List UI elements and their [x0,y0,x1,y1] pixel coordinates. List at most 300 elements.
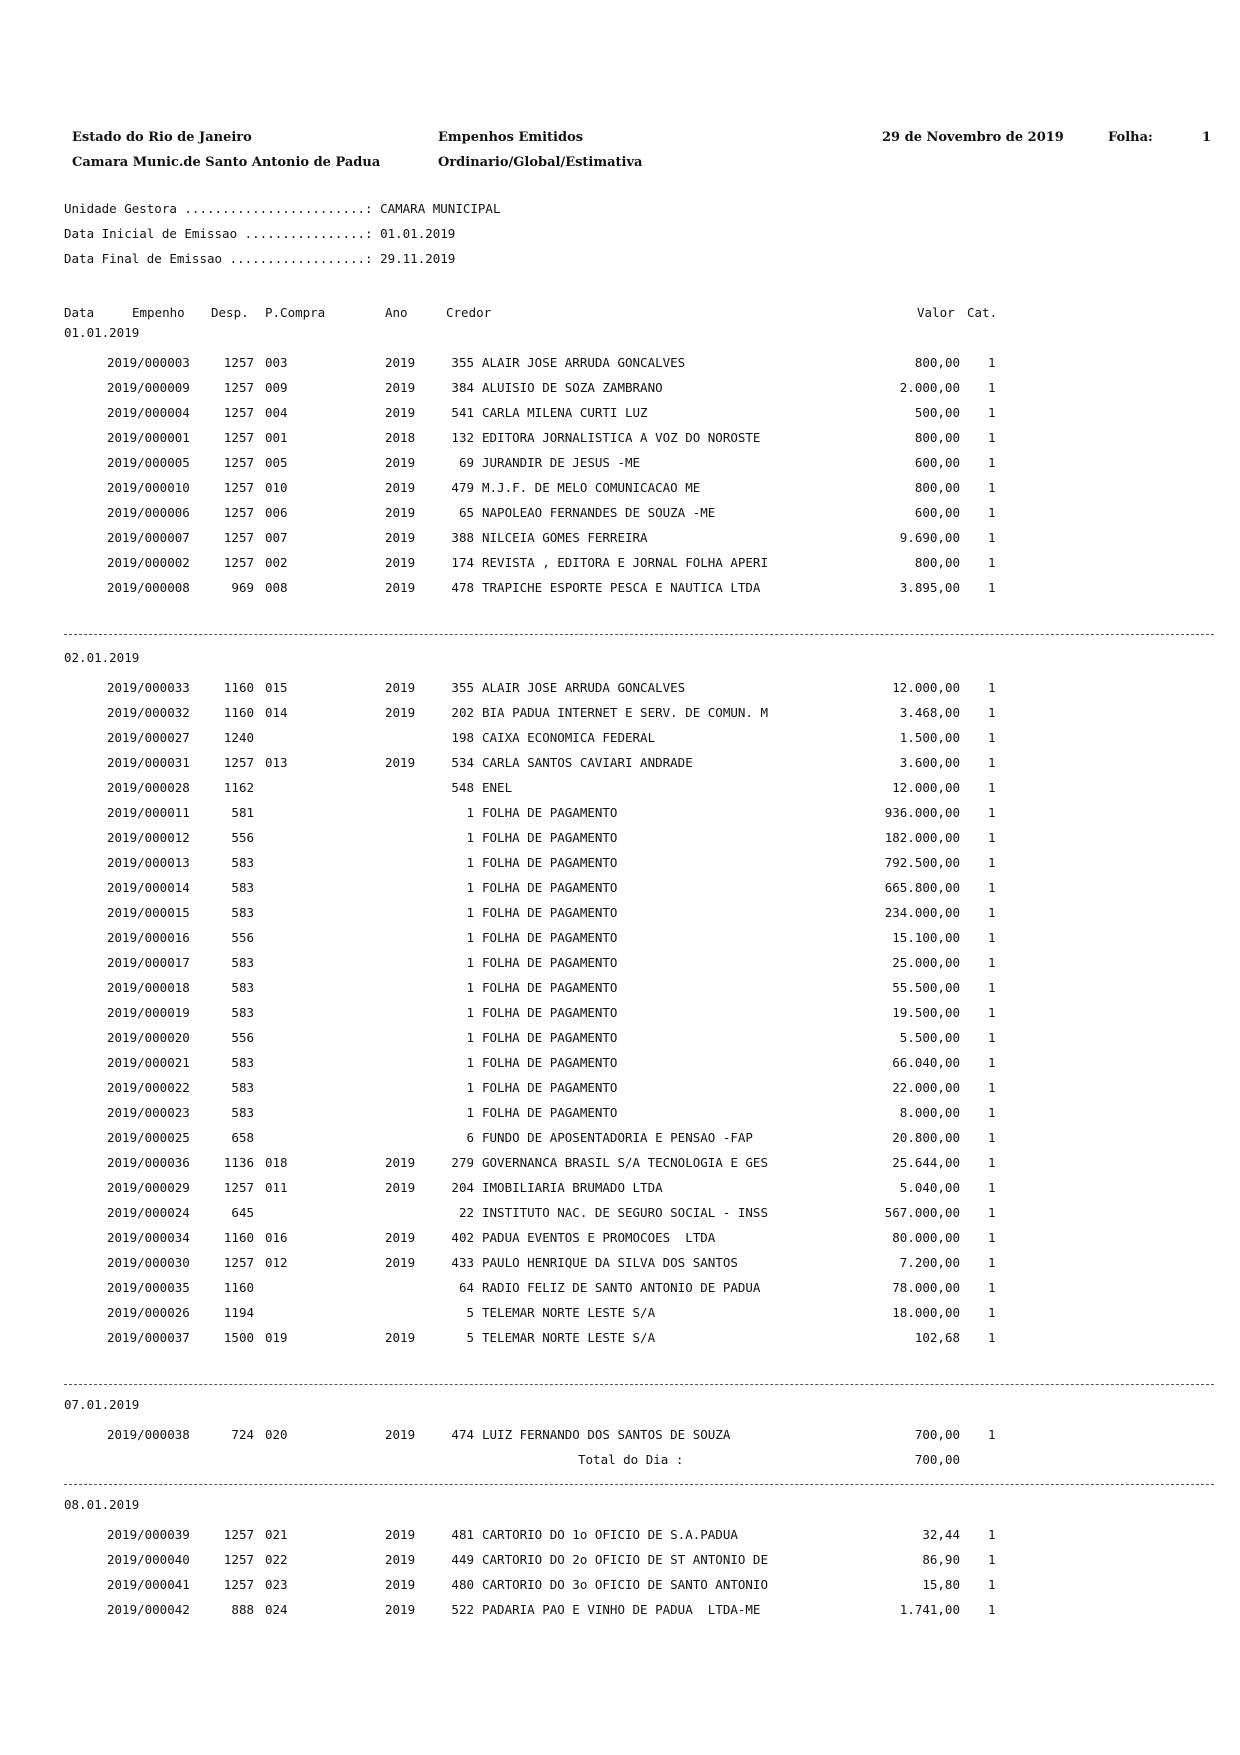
info-unidade-gestora: Unidade Gestora ........................: CAMARA MUNICIPAL [64,201,501,216]
cell-empenho: 2019/000026 [107,1305,190,1320]
cell-valor: 32,44 [922,1527,960,1542]
cell-valor: 3.600,00 [899,755,960,770]
cell-cat: 1 [988,580,996,595]
cell-valor: 3.895,00 [899,580,960,595]
cell-pcompra: 004 [265,405,288,420]
cell-pcompra: 003 [265,355,288,370]
cell-cat: 1 [988,730,996,745]
folha-label: Folha: [1108,130,1153,145]
table-row [0,1200,1240,1225]
cell-empenho: 2019/000041 [107,1577,190,1592]
cell-valor: 2.000,00 [899,380,960,395]
table-row [0,700,1240,725]
cell-pcompra: 022 [265,1552,288,1567]
cell-cat: 1 [988,930,996,945]
cell-empenho: 2019/000023 [107,1105,190,1120]
table-row [0,1597,1240,1622]
cell-ano: 2019 [385,455,416,470]
cell-ano: 2019 [385,1427,416,1442]
cell-pcompra: 023 [265,1577,288,1592]
cell-cat: 1 [988,855,996,870]
cell-desp: 1257 [223,430,254,445]
cell-empenho: 2019/000035 [107,1280,190,1295]
cell-credor-name: EDITORA JORNALISTICA A VOZ DO NOROSTE [482,430,761,445]
cell-valor: 3.468,00 [899,705,960,720]
cell-empenho: 2019/000025 [107,1130,190,1145]
cell-cat: 1 [988,705,996,720]
cell-valor: 182.000,00 [884,830,960,845]
cell-pcompra: 008 [265,580,288,595]
cell-cat: 1 [988,380,996,395]
cell-valor: 102,68 [914,1330,960,1345]
col-pcompra: P.Compra [265,305,326,320]
cell-credor-code: 1 [466,830,474,845]
cell-empenho: 2019/000022 [107,1080,190,1095]
cell-cat: 1 [988,1180,996,1195]
cell-credor-code: 1 [466,1005,474,1020]
cell-credor-name: FOLHA DE PAGAMENTO [482,855,618,870]
cell-credor-code: 388 [451,530,474,545]
cell-credor-name: CARLA MILENA CURTI LUZ [482,405,648,420]
cell-ano: 2019 [385,1255,416,1270]
cell-cat: 1 [988,1577,996,1592]
cell-desp: 1257 [223,1180,254,1195]
cell-credor-code: 64 [458,1280,474,1295]
cell-empenho: 2019/000003 [107,355,190,370]
cell-credor-code: 522 [451,1602,474,1617]
table-row [0,1125,1240,1150]
cell-credor-name: ALAIR JOSE ARRUDA GONCALVES [482,680,686,695]
info-data-final: Data Final de Emissao ..................: 29.11.2019 [64,251,456,266]
cell-desp: 1240 [223,730,254,745]
cell-desp: 1257 [223,1527,254,1542]
cell-credor-name: TRAPICHE ESPORTE PESCA E NAUTICA LTDA [482,580,761,595]
cell-credor-code: 202 [451,705,474,720]
cell-ano: 2019 [385,405,416,420]
cell-pcompra: 020 [265,1427,288,1442]
cell-cat: 1 [988,1130,996,1145]
cell-cat: 1 [988,455,996,470]
cell-cat: 1 [988,1030,996,1045]
cell-valor: 5.040,00 [899,1180,960,1195]
cell-credor-name: ENEL [482,780,513,795]
cell-empenho: 2019/000013 [107,855,190,870]
cell-credor-code: 69 [458,455,474,470]
cell-empenho: 2019/000024 [107,1205,190,1220]
cell-credor-name: GOVERNANCA BRASIL S/A TECNOLOGIA E GES [482,1155,768,1170]
cell-desp: 583 [231,905,254,920]
cell-credor-code: 478 [451,580,474,595]
cell-ano: 2019 [385,755,416,770]
report-date: 29 de Novembro de 2019 [882,130,1064,145]
table-row [0,1175,1240,1200]
cell-credor-name: ALAIR JOSE ARRUDA GONCALVES [482,355,686,370]
cell-cat: 1 [988,880,996,895]
cell-credor-name: CARTORIO DO 1o OFICIO DE S.A.PADUA [482,1527,738,1542]
cell-desp: 1257 [223,530,254,545]
cell-empenho: 2019/000002 [107,555,190,570]
cell-valor: 12.000,00 [892,780,960,795]
cell-pcompra: 009 [265,380,288,395]
cell-credor-name: M.J.F. DE MELO COMUNICACAO ME [482,480,701,495]
cell-desp: 583 [231,955,254,970]
cell-empenho: 2019/000019 [107,1005,190,1020]
cell-empenho: 2019/000011 [107,805,190,820]
folha-number: 1 [1202,130,1212,145]
cell-credor-code: 1 [466,905,474,920]
cell-credor-code: 1 [466,880,474,895]
cell-credor-name: IMOBILIARIA BRUMADO LTDA [482,1180,663,1195]
cell-desp: 581 [231,805,254,820]
report-subtitle: Ordinario/Global/Estimativa [438,155,643,170]
cell-credor-code: 449 [451,1552,474,1567]
table-row [0,975,1240,1000]
cell-pcompra: 002 [265,555,288,570]
cell-valor: 600,00 [914,455,960,470]
col-credor: Credor [446,305,492,320]
cell-cat: 1 [988,1305,996,1320]
cell-credor-name: FOLHA DE PAGAMENTO [482,1105,618,1120]
table-row [0,725,1240,750]
cell-credor-code: 433 [451,1255,474,1270]
table-row [0,775,1240,800]
cell-ano: 2019 [385,1527,416,1542]
cell-ano: 2018 [385,430,416,445]
cell-empenho: 2019/000004 [107,405,190,420]
cell-ano: 2019 [385,355,416,370]
cell-valor: 600,00 [914,505,960,520]
cell-credor-name: PAULO HENRIQUE DA SILVA DOS SANTOS [482,1255,738,1270]
cell-credor-code: 474 [451,1427,474,1442]
cell-cat: 1 [988,680,996,695]
cell-credor-name: PADUA EVENTOS E PROMOCOES LTDA [482,1230,716,1245]
cell-cat: 1 [988,1055,996,1070]
cell-valor: 234.000,00 [884,905,960,920]
table-row [0,900,1240,925]
cell-credor-code: 402 [451,1230,474,1245]
table-row [0,800,1240,825]
cell-cat: 1 [988,530,996,545]
cell-desp: 1257 [223,455,254,470]
table-row [0,675,1240,700]
cell-credor-name: FOLHA DE PAGAMENTO [482,955,618,970]
cell-valor: 18.000,00 [892,1305,960,1320]
cell-empenho: 2019/000027 [107,730,190,745]
cell-credor-code: 1 [466,980,474,995]
cell-credor-name: RADIO FELIZ DE SANTO ANTONIO DE PADUA [482,1280,761,1295]
cell-ano: 2019 [385,1552,416,1567]
cell-valor: 9.690,00 [899,530,960,545]
cell-cat: 1 [988,1527,996,1542]
cell-credor-code: 1 [466,955,474,970]
cell-credor-name: PADARIA PAO E VINHO DE PADUA LTDA-ME [482,1602,761,1617]
cell-credor-code: 22 [458,1205,474,1220]
table-row [0,1075,1240,1100]
cell-pcompra: 006 [265,505,288,520]
cell-credor-code: 1 [466,930,474,945]
cell-cat: 1 [988,430,996,445]
cell-valor: 12.000,00 [892,680,960,695]
cell-pcompra: 024 [265,1602,288,1617]
table-row [0,1547,1240,1572]
cell-valor: 567.000,00 [884,1205,960,1220]
dashed-separator [64,634,1214,635]
cell-desp: 583 [231,880,254,895]
cell-empenho: 2019/000028 [107,780,190,795]
cell-empenho: 2019/000031 [107,755,190,770]
table-row [0,750,1240,775]
cell-credor-name: NAPOLEAO FERNANDES DE SOUZA -ME [482,505,716,520]
table-row [0,400,1240,425]
group-date: 08.01.2019 [64,1497,140,1512]
cell-credor-name: FOLHA DE PAGAMENTO [482,930,618,945]
cell-valor: 86,90 [922,1552,960,1567]
cell-valor: 800,00 [914,430,960,445]
cell-credor-code: 5 [466,1305,474,1320]
cell-empenho: 2019/000015 [107,905,190,920]
cell-valor: 25.644,00 [892,1155,960,1170]
cell-cat: 1 [988,405,996,420]
table-row [0,1522,1240,1547]
cell-credor-name: BIA PADUA INTERNET E SERV. DE COMUN. M [482,705,768,720]
table-row [0,1025,1240,1050]
cell-empenho: 2019/000016 [107,930,190,945]
col-cat: Cat. [967,305,998,320]
state-name: Estado do Rio de Janeiro [72,130,252,145]
table-row [0,525,1240,550]
table-row [0,1000,1240,1025]
cell-pcompra: 012 [265,1255,288,1270]
col-valor: Valor [917,305,955,320]
table-row [0,1150,1240,1175]
cell-credor-code: 1 [466,805,474,820]
cell-credor-code: 534 [451,755,474,770]
cell-desp: 1160 [223,705,254,720]
cell-desp: 969 [231,580,254,595]
cell-credor-name: FOLHA DE PAGAMENTO [482,1055,618,1070]
cell-credor-name: CARTORIO DO 2o OFICIO DE ST ANTONIO DE [482,1552,768,1567]
cell-empenho: 2019/000030 [107,1255,190,1270]
cell-desp: 583 [231,1080,254,1095]
group-date: 07.01.2019 [64,1397,140,1412]
table-row [0,425,1240,450]
cell-desp: 1160 [223,1280,254,1295]
cell-pcompra: 016 [265,1230,288,1245]
cell-valor: 936.000,00 [884,805,960,820]
cell-credor-code: 481 [451,1527,474,1542]
cell-empenho: 2019/000029 [107,1180,190,1195]
table-row [0,1050,1240,1075]
cell-valor: 66.040,00 [892,1055,960,1070]
cell-desp: 1257 [223,405,254,420]
cell-credor-name: FOLHA DE PAGAMENTO [482,980,618,995]
cell-desp: 583 [231,1105,254,1120]
report-title: Empenhos Emitidos [438,130,584,145]
table-row [0,1572,1240,1597]
cell-desp: 556 [231,930,254,945]
cell-credor-code: 65 [458,505,474,520]
cell-desp: 1257 [223,1552,254,1567]
cell-desp: 645 [231,1205,254,1220]
cell-empenho: 2019/000042 [107,1602,190,1617]
cell-empenho: 2019/000008 [107,580,190,595]
cell-cat: 1 [988,355,996,370]
cell-pcompra: 015 [265,680,288,695]
cell-empenho: 2019/000038 [107,1427,190,1442]
group-date: 01.01.2019 [64,325,140,340]
cell-credor-code: 132 [451,430,474,445]
cell-cat: 1 [988,480,996,495]
cell-desp: 556 [231,1030,254,1045]
table-row [0,500,1240,525]
cell-desp: 583 [231,1055,254,1070]
cell-desp: 1160 [223,1230,254,1245]
column-header-row [0,300,1240,325]
cell-credor-code: 1 [466,1105,474,1120]
cell-valor: 80.000,00 [892,1230,960,1245]
cell-credor-name: FOLHA DE PAGAMENTO [482,880,618,895]
group-date: 02.01.2019 [64,650,140,665]
cell-valor: 8.000,00 [899,1105,960,1120]
cell-credor-name: FOLHA DE PAGAMENTO [482,905,618,920]
cell-cat: 1 [988,905,996,920]
cell-pcompra: 010 [265,480,288,495]
cell-credor-code: 355 [451,680,474,695]
cell-desp: 1136 [223,1155,254,1170]
col-data: Data [64,305,95,320]
cell-cat: 1 [988,955,996,970]
cell-ano: 2019 [385,1577,416,1592]
cell-desp: 1257 [223,1255,254,1270]
cell-credor-name: TELEMAR NORTE LESTE S/A [482,1305,656,1320]
cell-valor: 22.000,00 [892,1080,960,1095]
cell-credor-code: 480 [451,1577,474,1592]
table-row [0,475,1240,500]
table-row [0,950,1240,975]
cell-credor-name: NILCEIA GOMES FERREIRA [482,530,648,545]
cell-desp: 1162 [223,780,254,795]
day-total-value: 700,00 [914,1452,960,1467]
cell-credor-name: CARLA SANTOS CAVIARI ANDRADE [482,755,693,770]
cell-empenho: 2019/000040 [107,1552,190,1567]
cell-cat: 1 [988,1005,996,1020]
cell-cat: 1 [988,1230,996,1245]
cell-valor: 19.500,00 [892,1005,960,1020]
cell-desp: 1194 [223,1305,254,1320]
cell-ano: 2019 [385,505,416,520]
cell-valor: 20.800,00 [892,1130,960,1145]
cell-pcompra: 019 [265,1330,288,1345]
cell-desp: 1257 [223,480,254,495]
cell-desp: 1257 [223,755,254,770]
cell-valor: 800,00 [914,555,960,570]
cell-credor-code: 204 [451,1180,474,1195]
table-row [0,1250,1240,1275]
cell-ano: 2019 [385,1180,416,1195]
day-total-label: Total do Dia : [578,1452,684,1467]
cell-pcompra: 013 [265,755,288,770]
cell-credor-code: 198 [451,730,474,745]
cell-empenho: 2019/000005 [107,455,190,470]
cell-empenho: 2019/000012 [107,830,190,845]
cell-credor-code: 1 [466,1055,474,1070]
cell-credor-code: 5 [466,1330,474,1345]
cell-valor: 15.100,00 [892,930,960,945]
cell-credor-name: JURANDIR DE JESUS -ME [482,455,641,470]
cell-credor-name: REVISTA , EDITORA E JORNAL FOLHA APERI [482,555,768,570]
cell-cat: 1 [988,1330,996,1345]
table-row [0,350,1240,375]
cell-desp: 1160 [223,680,254,695]
cell-credor-name: CARTORIO DO 3o OFICIO DE SANTO ANTONIO [482,1577,768,1592]
table-row [0,1100,1240,1125]
cell-valor: 700,00 [914,1427,960,1442]
table-row [0,825,1240,850]
col-desp: Desp. [211,305,249,320]
cell-desp: 1257 [223,555,254,570]
cell-valor: 800,00 [914,480,960,495]
cell-credor-name: CAIXA ECONOMICA FEDERAL [482,730,656,745]
cell-pcompra: 021 [265,1527,288,1542]
cell-ano: 2019 [385,1155,416,1170]
cell-desp: 1257 [223,505,254,520]
table-row [0,1422,1240,1447]
cell-credor-code: 1 [466,1030,474,1045]
table-row [0,1225,1240,1250]
cell-credor-code: 479 [451,480,474,495]
cell-empenho: 2019/000034 [107,1230,190,1245]
cell-valor: 5.500,00 [899,1030,960,1045]
cell-credor-code: 1 [466,855,474,870]
cell-credor-code: 1 [466,1080,474,1095]
cell-valor: 792.500,00 [884,855,960,870]
cell-empenho: 2019/000014 [107,880,190,895]
cell-valor: 55.500,00 [892,980,960,995]
cell-cat: 1 [988,1205,996,1220]
cell-cat: 1 [988,1602,996,1617]
table-row [0,550,1240,575]
cell-cat: 1 [988,505,996,520]
cell-valor: 665.800,00 [884,880,960,895]
table-row [0,875,1240,900]
cell-pcompra: 005 [265,455,288,470]
cell-credor-code: 355 [451,355,474,370]
cell-credor-name: FOLHA DE PAGAMENTO [482,1005,618,1020]
cell-ano: 2019 [385,530,416,545]
cell-credor-code: 279 [451,1155,474,1170]
cell-pcompra: 007 [265,530,288,545]
cell-credor-name: FUNDO DE APOSENTADORIA E PENSAO -FAP [482,1130,753,1145]
cell-empenho: 2019/000009 [107,380,190,395]
cell-ano: 2019 [385,705,416,720]
dashed-separator [64,1384,1214,1385]
cell-credor-name: FOLHA DE PAGAMENTO [482,830,618,845]
cell-credor-code: 384 [451,380,474,395]
cell-desp: 583 [231,980,254,995]
chamber-name: Camara Munic.de Santo Antonio de Padua [72,155,381,170]
cell-desp: 658 [231,1130,254,1145]
cell-cat: 1 [988,555,996,570]
dashed-separator [64,1484,1214,1485]
day-total-row [0,1447,1240,1472]
cell-ano: 2019 [385,480,416,495]
cell-valor: 1.500,00 [899,730,960,745]
cell-cat: 1 [988,1280,996,1295]
cell-empenho: 2019/000037 [107,1330,190,1345]
table-row [0,575,1240,600]
table-row [0,850,1240,875]
cell-ano: 2019 [385,380,416,395]
